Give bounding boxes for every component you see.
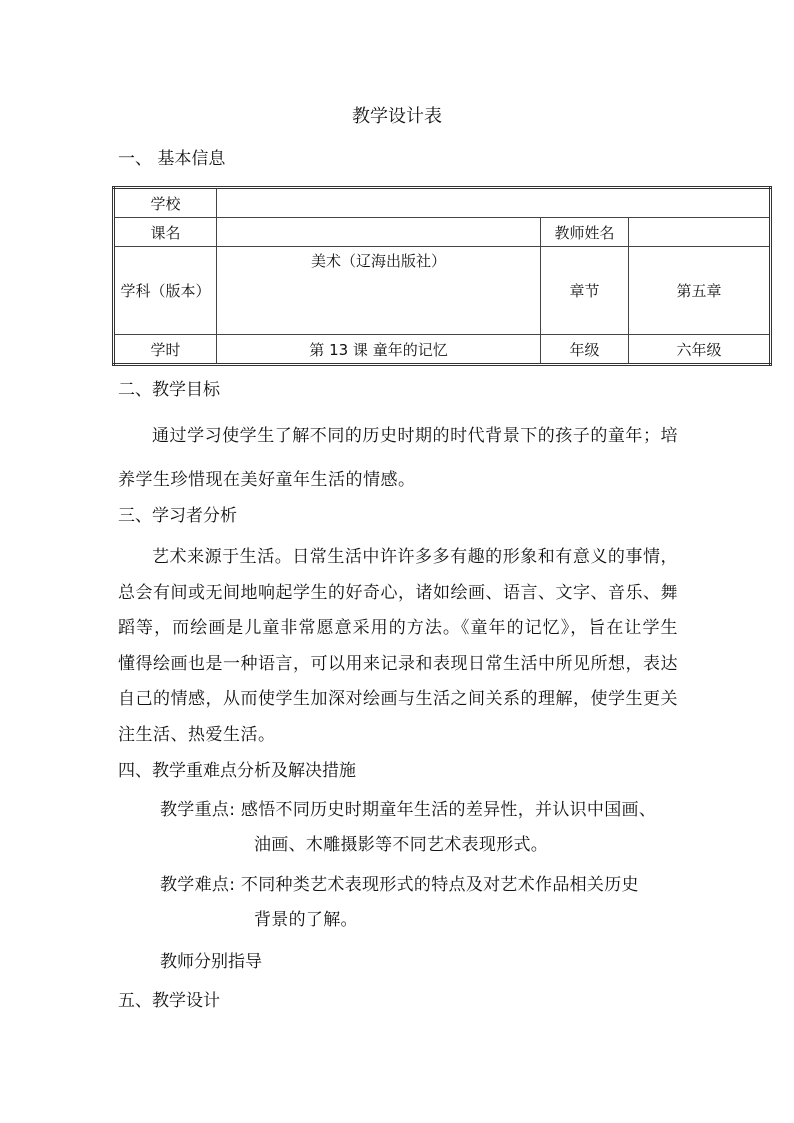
section-heading-objectives: 二、教学目标: [118, 380, 220, 400]
document-title: 教学设计表: [352, 106, 442, 127]
course-label: 课名: [114, 218, 217, 247]
period-label: 学时: [114, 335, 217, 365]
basic-info-table: [112, 186, 772, 366]
grade-value: 六年级: [629, 335, 771, 365]
table-row-subject: [114, 247, 771, 335]
learner-analysis-text: 艺术来源于生活。日常生活中许许多多有趣的形象和有意义的事情，总会有间或无间地响起学生的好奇心，诸如绘画、语言、文字、音乐、舞蹈等，而绘画是儿童非常愿意采用的方法。《童年的记忆》，旨在让学生懂得绘画也是一种语言，可以用来记录和表现日常生活中所见所想，表达自己的情感，从而使学生加深对绘画与生活之间关系的理解，使学生更关注生活、热爱生活。: [118, 547, 678, 745]
course-value: [217, 218, 541, 247]
key-point-block: [160, 793, 680, 863]
table-row-period: [114, 335, 771, 365]
school-label: 学校: [114, 188, 217, 218]
section-heading-key-points: 四、教学重难点分析及解决措施: [118, 761, 356, 781]
teacher-label: 教师姓名: [541, 218, 629, 247]
difficulty-line-2: 背景的了解。: [254, 910, 358, 930]
period-value: 第 13 课 童年的记忆: [217, 335, 541, 365]
chapter-value: 第五章: [629, 247, 771, 335]
grade-label: 年级: [541, 335, 629, 365]
section-heading-basic-info: 一、 基本信息: [118, 149, 226, 169]
subject-label: 学科（版本）: [114, 247, 217, 335]
difficulty-line-1: 教学难点: 不同种类艺术表现形式的特点及对艺术作品相关历史: [160, 875, 639, 895]
difficulty-block: [160, 868, 680, 938]
teacher-value: [629, 218, 771, 247]
section-heading-learner-analysis: 三、学习者分析: [118, 506, 237, 526]
table-row-course: [114, 218, 771, 247]
table-row-school: [114, 188, 771, 218]
key-point-line-1: 教学重点: 感悟不同历史时期童年生活的差异性，并认识中国画、: [160, 800, 657, 820]
key-point-line-2: 油画、木雕摄影等不同艺术表现形式。: [254, 835, 549, 855]
section-heading-design: 五、教学设计: [118, 991, 220, 1011]
chapter-label: 章节: [541, 247, 629, 335]
teacher-guidance-text: 教师分别指导: [160, 952, 262, 972]
subject-value: 美术（辽海出版社）: [217, 247, 541, 335]
objectives-text: 通过学习使学生了解不同的历史时期的时代背景下的孩子的童年；培养学生珍惜现在美好童年生活的情感。: [118, 426, 678, 490]
school-value: [217, 188, 771, 218]
